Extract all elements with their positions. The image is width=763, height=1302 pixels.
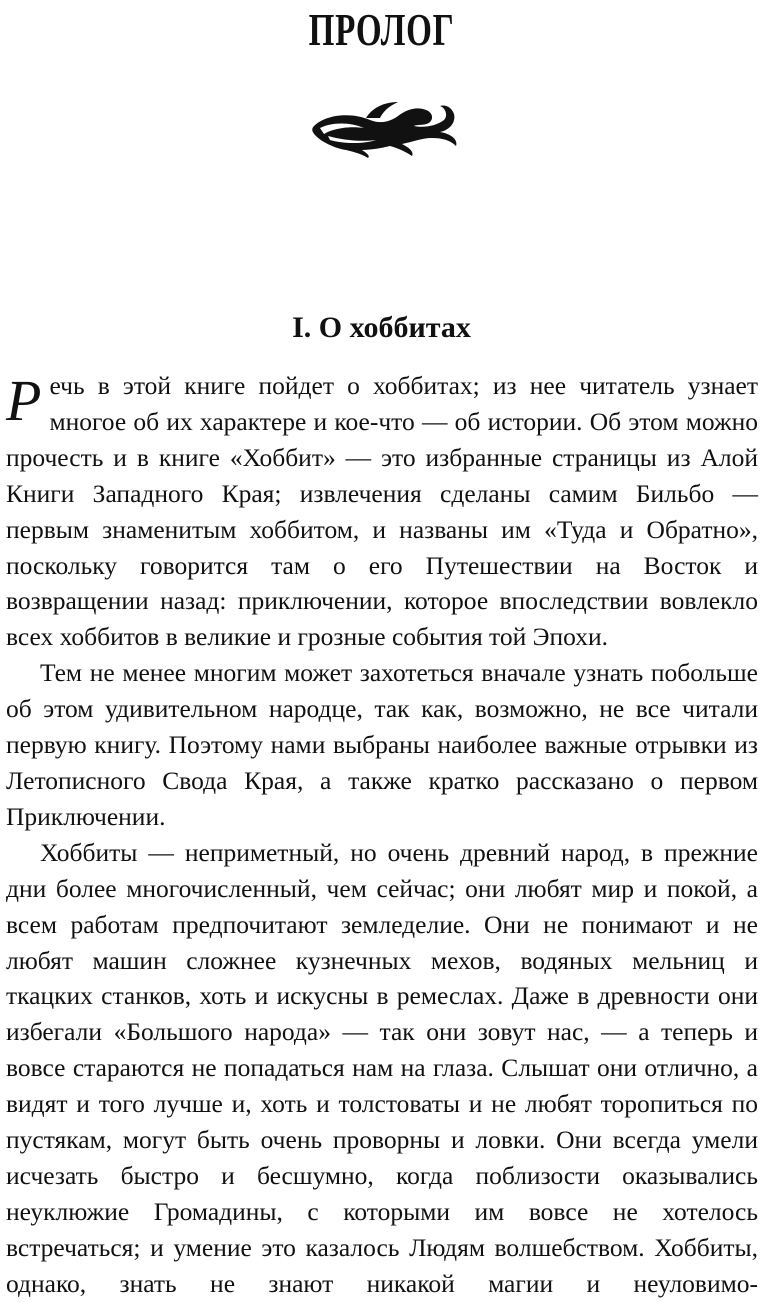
body-text	[6, 368, 758, 1302]
paragraph-3: Хоббиты — неприметный, но очень древний народ, в прежние дни более многочисленный, чем сейчас; они любят мир и покой, а всем работам предпочитают земледелие. Они не понимают и не любят машин сложнее кузнечных мехов, водяных мельниц и ткацких станков, хоть и искусны в ремеслах. Даже в древности они избегали «Большого народа» — так они зовут нас, — а теперь и вовсе стараются не попадаться нам на глаза. Слышат они отлично, а видят и того лучше и, хоть и толстоваты и не любят торопиться по пустякам, могут быть очень проворны и ловки. Они всегда умели исчезать быстро и бесшумно, когда поблизости оказывались неуклюжие Громадины, с которыми им вовсе не хотелось встречаться; и умение это казалось Людям волшебством. Хоббиты, однако, знать не знают никакой магии и неуловимо-	[6, 837, 758, 1298]
chapter-title: ПРОЛОГ	[308, 4, 455, 55]
paragraph-2: Тем не менее многим может захотеться вначале узнать побольше об этом удивительном народце, так как, возможно, не все читали первую книгу. Поэтому нами выбраны наиболее важные отрывки из Летописного Свода Края, а также кратко рассказано о первом Приключении.	[6, 658, 758, 831]
section-title: I. О хоббитах	[292, 311, 471, 344]
paragraph-1	[6, 368, 758, 655]
drop-cap: Р	[6, 368, 42, 433]
paragraph-1-text: ечь в этой книге пойдет о хоббитах; из нее читатель узнает многое об их характере и кое-что — об истории. Об этом можно прочесть и в книге «Хоббит» — это избранные страницы из Алой Книги Западного Края; извлечения сделаны самим Бильбо — первым знаменитым хоббитом, и названы им «Туда и Обратно», поскольку говорится там о его Путешествии на Восток и возвращении назад: приключении, которое впоследствии вовлекло всех хоббитов в великие и грозные события той Эпохи.	[6, 371, 758, 652]
dragon-ornament-icon	[306, 96, 462, 158]
